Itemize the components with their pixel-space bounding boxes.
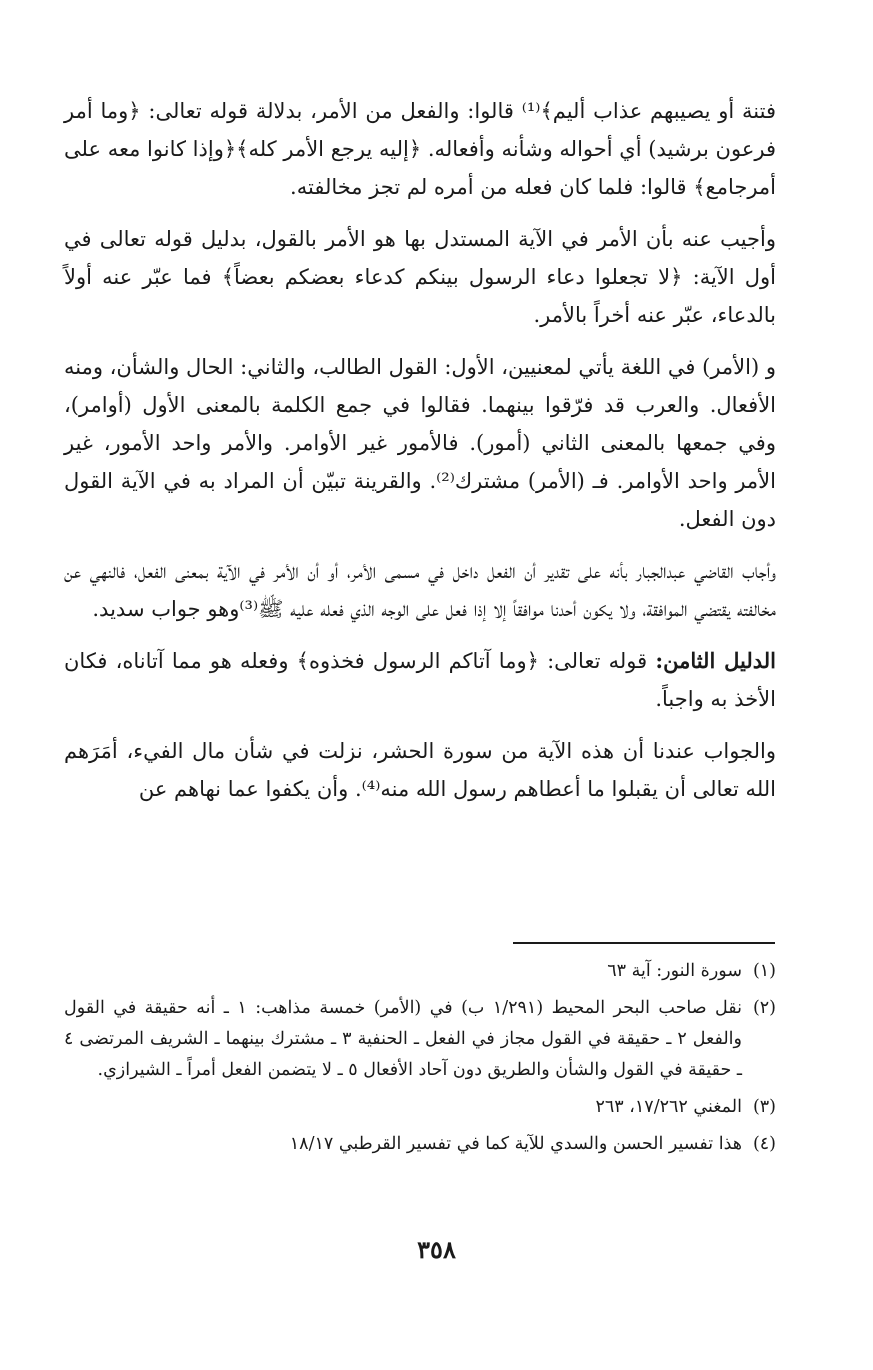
- paragraph-5: [64, 642, 776, 718]
- footnote-3: [64, 1092, 776, 1123]
- footnote-number: (٣): [752, 1097, 776, 1117]
- footnote-text: نقل صاحب البحر المحيط (١/٢٩١ ب) في (الأمر) خمسة مذاهب: ١ ـ أنه حقيقة في القول والفعل ٢ ـ حقيقة في القول مجاز في الفعل ـ الحنفية ٣ ـ مشترك بينهما ـ الشريف المرتضى ٤ ـ حقيقة في القول والشأن والطريق دون آحاد الأفعال ٥ ـ لا يتضمن الفعل أمراً ـ الشيرازي.: [64, 998, 742, 1080]
- footnote-text: سورة النور: آية ٦٣: [607, 961, 742, 981]
- footnote-text: المغني ١٧/٢٦٢، ٢٦٣: [595, 1097, 742, 1117]
- paragraph-6: [64, 732, 776, 808]
- paragraph-1: [64, 92, 776, 206]
- paragraph-3: [64, 348, 776, 538]
- page-number: ٣٥٨: [417, 1235, 456, 1264]
- footnote-2: [64, 993, 776, 1086]
- footnote-number: (٢): [752, 998, 776, 1018]
- paragraph-3-text: و (الأمر) في اللغة يأتي لمعنيين، الأول: القول الطالب، والثاني: الحال والشأن، ومنه الأفعال. والعرب قد فرّقوا بينهما. فقالوا في جمع الكلمة بالمعنى الأول (أوامر)، وفي جمعها بالمعنى الثاني (أمور). فالأمور غير الأوامر. والأمر واحد الأمور، غير الأمر واحد الأوامر. فـ (الأمر) مشترك⁽²⁾. والقرينة تبيّن أن المراد به في الآية القول دون الفعل.: [63, 355, 777, 531]
- main-text: [64, 92, 776, 822]
- footnote-number: (١): [752, 961, 776, 981]
- footnote-divider: [513, 942, 775, 944]
- footnote-number: (٤): [752, 1134, 776, 1154]
- footnote-text: هذا تفسير الحسن والسدي للآية كما في تفسير القرطبي ١٨/١٧: [289, 1134, 742, 1154]
- paragraph-5-text: قوله تعالى: ﴿وما آتاكم الرسول فخذوه﴾ وفعله هو مما آتاناه، فكان الأخذ به واجباً.: [64, 649, 776, 711]
- paragraph-1-text: فتنة أو يصيبهم عذاب أليم﴾⁽¹⁾ قالوا: والفعل من الأمر، بدلالة قوله تعالى: ﴿وما أمر فرعون برشيد) أي أحواله وشأنه وأفعاله. ﴿إليه يرجع الأمر كله﴾﴿وإذا كانوا معه على أمرجامع﴾ قالوا: فلما كان فعله من أمره لم تجز مخالفته.: [64, 99, 776, 199]
- paragraph-4-text: وأجاب القاضي عبدالجبار بأنه على تقدير أن الفعل داخل في مسمى الأمر، أو أن الأمر في الآية بمعنى الفعل، فالنهي عن مخالفته يقتضي الموافقة، ولا يكون أحدنا موافقاً إلا إذا فعل على الوجه الذي فعله عليه ﷺ⁽³⁾وهو جواب سديد.: [64, 559, 776, 621]
- footnote-1: [64, 956, 776, 987]
- paragraph-6-text: والجواب عندنا أن هذه الآية من سورة الحشر، نزلت في شأن مال الفيء، أمَرَهم الله تعالى أن يقبلوا ما أعطاهم رسول الله منه⁽⁴⁾. وأن يكفوا عما نهاهم عن: [64, 739, 776, 801]
- paragraph-4: [64, 552, 776, 628]
- footnotes: [64, 956, 776, 1166]
- footnote-4: [64, 1129, 776, 1160]
- evidence-eight-label: الدليل الثامن:: [655, 648, 776, 673]
- paragraph-2: [64, 220, 776, 334]
- paragraph-2-text: وأجيب عنه بأن الأمر في الآية المستدل بها هو الأمر بالقول، بدليل قوله تعالى في أول الآية: ﴿لا تجعلوا دعاء الرسول بينكم كدعاء بعضكم بعضاً﴾ فما عبّر عنه أولاً بالدعاء، عبّر عنه أخراً بالأمر.: [64, 227, 776, 327]
